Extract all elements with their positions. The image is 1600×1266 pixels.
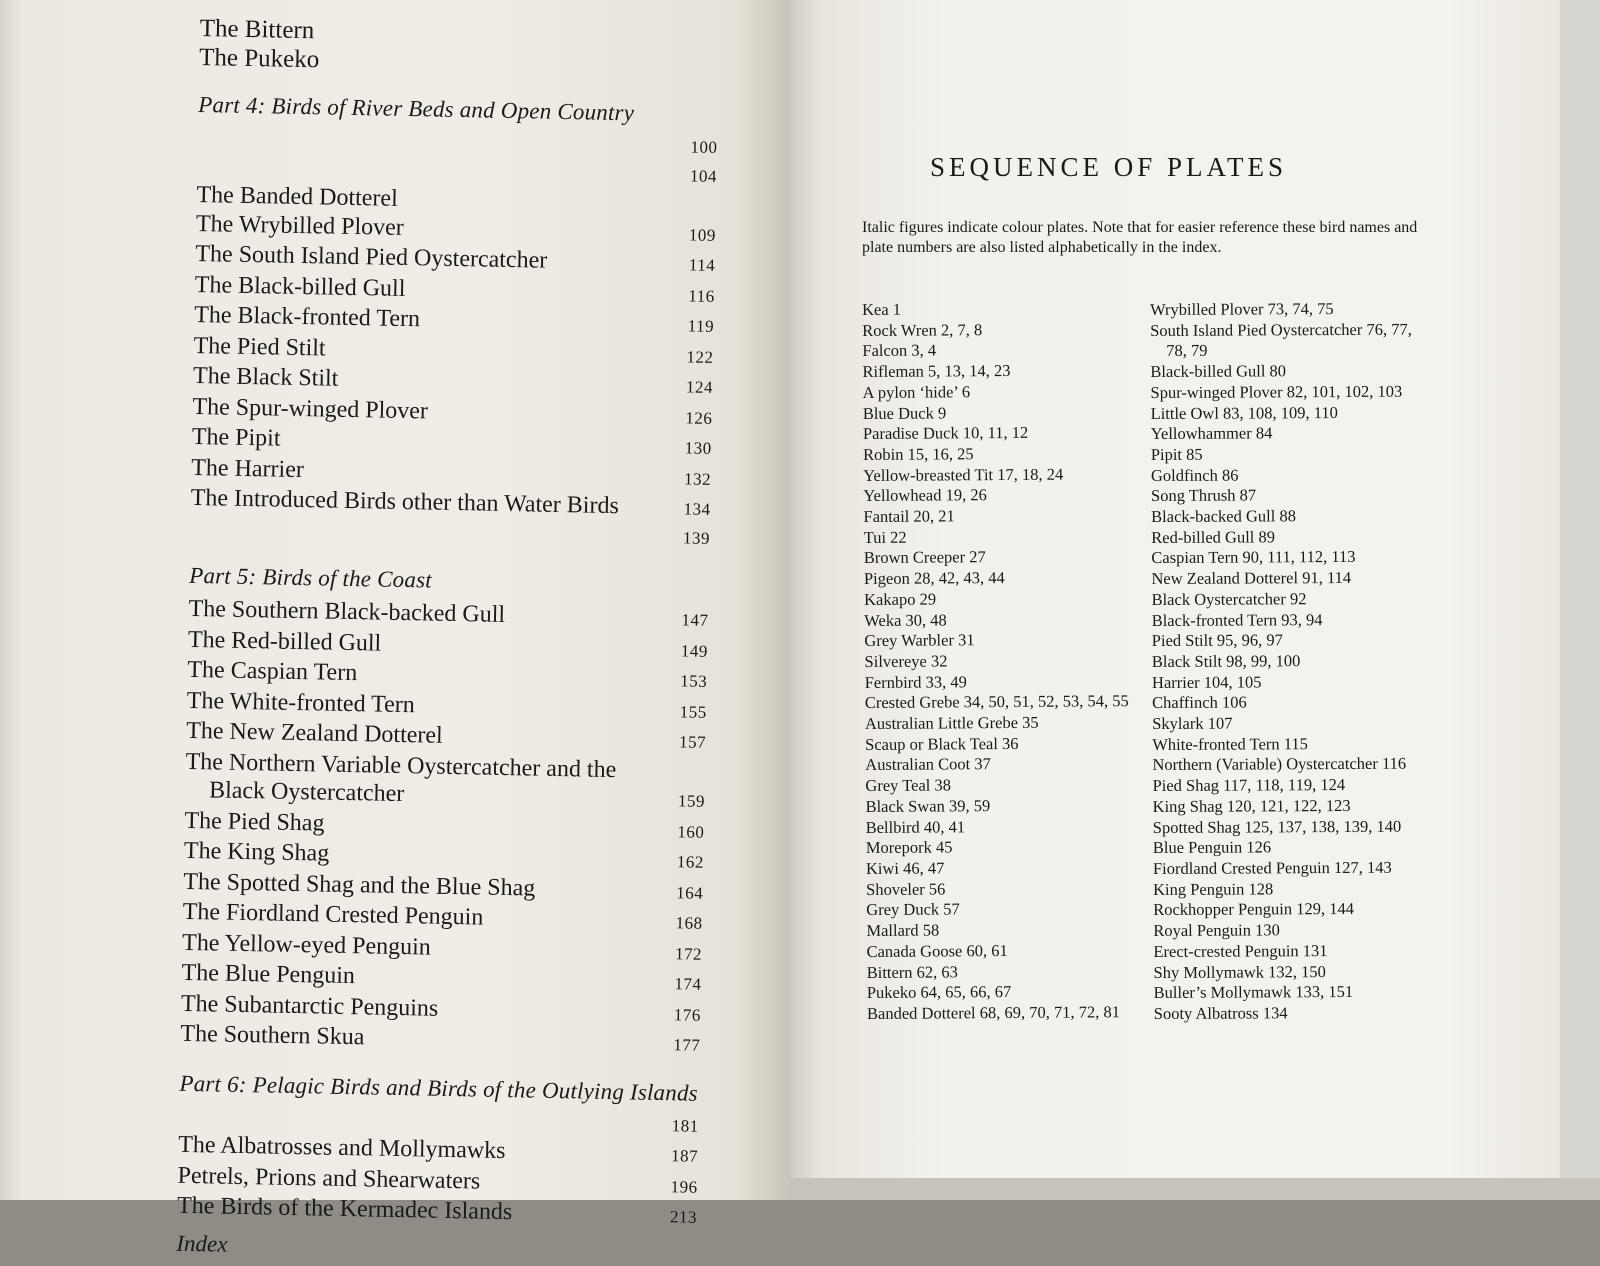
plate-entry: Black-fronted Tern 93, 94 — [1151, 609, 1323, 630]
plate-entry: Black Swan 39, 59 — [865, 795, 991, 816]
plate-entry: Black Stilt 98, 99, 100 — [1151, 651, 1301, 671]
toc-page-number: 134 — [683, 499, 711, 519]
toc-entry-label: The Black Stilt — [192, 362, 339, 392]
plates-title: SEQUENCE OF PLATES — [930, 152, 1288, 182]
toc-page-number: 181 — [671, 1115, 699, 1136]
plate-entry: Shoveler 56 — [866, 879, 946, 899]
plates-note: Italic figures indicate colour plates. Note that for easier reference these bird names and plate numbers are also listed alphabetically in the index. — [862, 219, 1418, 256]
plate-entry: Pigeon 28, 42, 43, 44 — [863, 568, 1005, 589]
plate-entry: Crested Grebe 34, 50, 51, 52, 53, 54, 55 — [864, 691, 1129, 713]
plate-entry: Falcon 3, 4 — [862, 340, 937, 361]
toc-entry-label: The Pied Shag — [184, 807, 325, 837]
toc-page-number: 168 — [675, 913, 703, 933]
plate-entry: Sooty Albatross 134 — [1153, 1003, 1288, 1023]
toc-entry-label: The Pied Stilt — [193, 332, 326, 361]
plate-entry: Black Oystercatcher 92 — [1151, 589, 1307, 609]
plate-entry: A pylon ‘hide’ 6 — [862, 382, 971, 402]
plate-entry: Blue Penguin 126 — [1152, 837, 1272, 858]
toc-entry-label: The Southern Skua — [180, 1020, 365, 1051]
plate-entry: Little Owl 83, 108, 109, 110 — [1150, 402, 1338, 423]
plate-entry: Grey Warbler 31 — [864, 630, 975, 651]
toc-entry-label: The Albatrosses and Mollymawks — [178, 1131, 506, 1165]
plate-entry: Brown Creeper 27 — [863, 547, 986, 568]
part-title: Part 5: Birds of the Coast — [188, 562, 433, 593]
plate-entry: Buller’s Mollymawk 133, 151 — [1153, 982, 1354, 1003]
toc-entry-label: The New Zealand Dotterel — [185, 717, 443, 749]
toc-entry-label: The Banded Dotterel — [196, 181, 399, 212]
toc-entry-label: The Fiordland Crested Penguin — [182, 898, 484, 931]
plate-entry: King Shag 120, 121, 122, 123 — [1152, 795, 1351, 816]
toc-page-number: 114 — [688, 255, 716, 275]
plate-entry: Grey Teal 38 — [865, 775, 952, 796]
toc-page-number: 104 — [689, 165, 718, 186]
toc-page-number: 196 — [670, 1176, 698, 1197]
toc-page-number: 176 — [673, 1004, 702, 1025]
plate-entry: 78, 79 — [1166, 341, 1208, 361]
toc-page-number: 162 — [676, 852, 704, 872]
part-title: Part 4: Birds of River Beds and Open Country — [198, 91, 635, 126]
toc-entry-label: The Northern Variable Oystercatcher and the — [185, 748, 617, 783]
toc-page-number: 132 — [683, 468, 712, 489]
toc-entry: The Bittern — [199, 14, 315, 45]
plate-entry: Silvereye 32 — [864, 651, 948, 671]
plate-entry: King Penguin 128 — [1153, 879, 1274, 899]
plate-entry: Morepork 45 — [865, 837, 953, 858]
part-title: Part 6: Pelagic Birds and Birds of the Outlying Islands — [179, 1070, 699, 1106]
plate-entry: Robin 15, 16, 25 — [863, 444, 974, 464]
toc-entry-label: Black Oystercatcher — [208, 777, 405, 808]
toc-page-number: 149 — [680, 640, 709, 661]
plate-entry: Pied Stilt 95, 96, 97 — [1151, 630, 1283, 651]
page-bottom-edge — [790, 1178, 1600, 1200]
plate-entry: Harrier 104, 105 — [1151, 672, 1262, 692]
toc-page-number: 126 — [685, 407, 713, 428]
plate-entry: Rifleman 5, 13, 14, 23 — [862, 361, 1011, 382]
background-edge — [1560, 0, 1600, 1200]
toc-page-number: 157 — [678, 732, 707, 752]
toc-page-number: 119 — [687, 316, 715, 336]
toc-page-number: 139 — [682, 527, 711, 548]
plate-entry: Bittern 62, 63 — [866, 961, 958, 982]
plate-entry: Paradise Duck 10, 11, 12 — [862, 423, 1029, 444]
plate-entry: Kea 1 — [862, 299, 902, 319]
plate-entry: South Island Pied Oystercatcher 76, 77, — [1150, 319, 1412, 340]
plate-entry: Spotted Shag 125, 137, 138, 139, 140 — [1152, 816, 1402, 837]
toc-entry-label: The South Island Pied Oystercatcher — [195, 240, 548, 274]
toc-entry-label: The Pipit — [191, 423, 281, 452]
plate-entry: Yellowhammer 84 — [1150, 423, 1273, 444]
plate-entry: Royal Penguin 130 — [1153, 920, 1280, 941]
plate-entry: Pukeko 64, 65, 66, 67 — [866, 982, 1012, 1003]
contents-parts — [177, 92, 719, 1232]
plate-entry: Skylark 107 — [1152, 713, 1233, 734]
plate-entry: Wrybilled Plover 73, 74, 75 — [1150, 299, 1334, 319]
toc-entry-label: The Yellow-eyed Penguin — [181, 929, 432, 961]
plates-column-right — [1150, 298, 1444, 1024]
toc-entry-label: The Southern Black-backed Gull — [188, 595, 506, 628]
plate-entry: Black-billed Gull 80 — [1150, 361, 1287, 382]
plate-entry: Kakapo 29 — [864, 589, 937, 609]
toc-page-number: 159 — [677, 791, 706, 811]
plate-entry: Erect-crested Penguin 131 — [1153, 940, 1328, 961]
plate-entry: Fiordland Crested Penguin 127, 143 — [1152, 857, 1392, 878]
plate-entry: Grey Duck 57 — [866, 899, 960, 920]
plate-entry: Song Thrush 87 — [1150, 485, 1257, 506]
plate-entry: New Zealand Dotterel 91, 114 — [1151, 568, 1352, 589]
toc-entry-label: The White-fronted Tern — [186, 687, 416, 718]
toc-entry-label: The Introduced Birds other than Water Birds — [190, 484, 620, 520]
toc-entry-label: The Black-billed Gull — [194, 271, 406, 302]
plate-entry: Kiwi 46, 47 — [865, 858, 945, 878]
toc-entry-label: The Spotted Shag and the Blue Shag — [183, 868, 536, 902]
plate-entry: Yellow-breasted Tit 17, 18, 24 — [863, 464, 1064, 485]
plate-entry: Canada Goose 60, 61 — [866, 940, 1008, 961]
plate-entry: Scaup or Black Teal 36 — [865, 733, 1019, 754]
plates-column-left — [862, 298, 1157, 1025]
toc-entry-label: The Blue Penguin — [181, 959, 356, 990]
toc-page-number: 177 — [673, 1035, 701, 1055]
toc-entry-label: The King Shag — [183, 837, 330, 867]
toc-entry-label: The Harrier — [191, 454, 305, 483]
toc-page-number: 147 — [681, 610, 709, 630]
toc-page-number: 164 — [676, 882, 704, 903]
toc-page-number: 160 — [677, 821, 705, 842]
toc-entry-label: Petrels, Prions and Shearwaters — [177, 1162, 481, 1195]
toc-page-number: 100 — [690, 137, 718, 157]
toc-page-number: 155 — [679, 701, 707, 722]
toc-page-number: 109 — [688, 224, 717, 245]
toc-entry-label: The Black-fronted Tern — [193, 301, 421, 333]
plate-entry: Fantail 20, 21 — [863, 506, 955, 527]
plate-entry: Rock Wren 2, 7, 8 — [862, 319, 983, 340]
toc-page-number: 174 — [674, 974, 702, 994]
toc-page-number: 124 — [685, 377, 714, 397]
contents-list — [176, 14, 720, 1266]
toc-page-number: 213 — [669, 1207, 698, 1227]
plate-entry: Caspian Tern 90, 111, 112, 113 — [1151, 547, 1356, 568]
toc-entry-label: The Red-billed Gull — [187, 626, 382, 657]
plate-entry: Northern (Variable) Oystercatcher 116 — [1152, 754, 1407, 775]
plate-entry: Bellbird 40, 41 — [865, 816, 966, 837]
plate-entry: Blue Duck 9 — [862, 402, 947, 423]
toc-page-number: 172 — [674, 943, 703, 964]
plate-entry: Weka 30, 48 — [864, 609, 947, 630]
plate-entry: Red-billed Gull 89 — [1151, 527, 1276, 547]
plate-entry: Australian Coot 37 — [865, 754, 991, 775]
plate-entry: Fernbird 33, 49 — [864, 671, 967, 692]
plate-entry: Pipit 85 — [1150, 444, 1203, 464]
toc-entry-label: The Caspian Tern — [187, 656, 358, 687]
plate-entry: Yellowhead 19, 26 — [863, 485, 987, 506]
plate-entry: Banded Dotterel 68, 69, 70, 71, 72, 81 — [866, 1002, 1121, 1023]
plate-entry: Shy Mollymawk 132, 150 — [1153, 961, 1326, 982]
toc-page-number: 153 — [680, 671, 708, 691]
plate-entry: Tui 22 — [863, 527, 907, 547]
toc-page-number: 116 — [688, 285, 715, 306]
plate-entry: Chaffinch 106 — [1152, 692, 1247, 713]
plate-entry: White-fronted Tern 115 — [1152, 733, 1308, 754]
toc-entry-label: The Subantarctic Penguins — [180, 990, 439, 1022]
toc-page-number: 122 — [686, 346, 714, 367]
toc-entry-label: The Spur-winged Plover — [192, 393, 429, 424]
toc-page-number: 130 — [684, 438, 712, 458]
plate-entry: Pied Shag 117, 118, 119, 124 — [1152, 775, 1346, 796]
plate-entry: Mallard 58 — [866, 920, 940, 941]
plate-entry: Spur-winged Plover 82, 101, 102, 103 — [1150, 381, 1403, 402]
toc-entry-label: The Wrybilled Plover — [195, 210, 405, 241]
plate-entry: Black-backed Gull 88 — [1151, 506, 1296, 527]
toc-entry-label: The Birds of the Kermadec Islands — [176, 1192, 513, 1226]
index-entry: Index — [176, 1230, 228, 1257]
plate-entry: Goldfinch 86 — [1150, 465, 1239, 485]
toc-page-number: 187 — [670, 1146, 699, 1166]
plate-entry: Rockhopper Penguin 129, 144 — [1153, 899, 1354, 920]
toc-entry: The Pukeko — [198, 43, 320, 74]
plate-entry: Australian Little Grebe 35 — [864, 712, 1039, 734]
